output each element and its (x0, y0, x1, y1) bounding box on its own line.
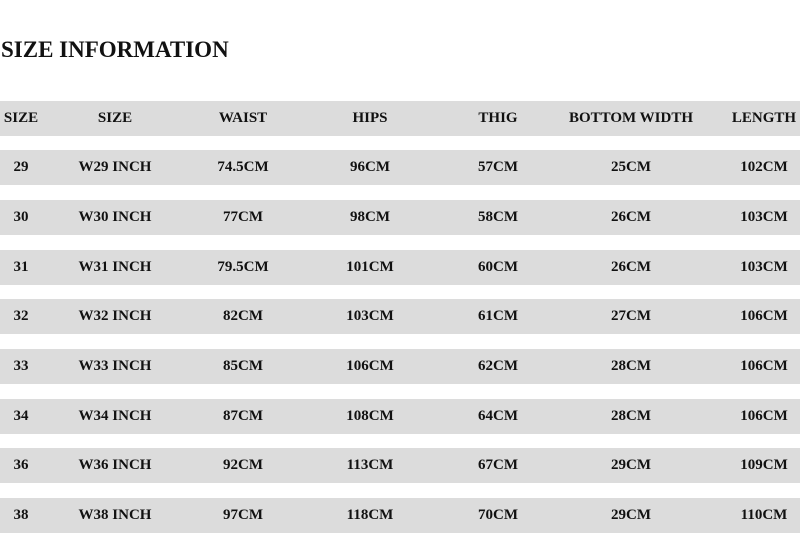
table-row (0, 399, 800, 434)
cell-thigh: 61CM (478, 308, 518, 324)
cell-waist: 79.5CM (217, 259, 269, 275)
header-waist: WAIST (218, 110, 268, 126)
header-size-number: SIZE (3, 110, 39, 126)
header-size-inch: SIZE (97, 110, 133, 126)
cell-length: 109CM (740, 457, 788, 473)
cell-size-number: 30 (13, 209, 29, 225)
cell-size-number: 29 (13, 159, 29, 175)
cell-bottom-width: 29CM (611, 507, 651, 523)
cell-thigh: 62CM (478, 358, 518, 374)
page-title: SIZE INFORMATION (1, 37, 229, 62)
cell-size-inch: W38 INCH (78, 507, 152, 523)
header-hips: HIPS (352, 110, 388, 126)
cell-length: 106CM (740, 358, 788, 374)
cell-size-inch: W36 INCH (78, 457, 152, 473)
cell-waist: 77CM (223, 209, 263, 225)
cell-thigh: 57CM (478, 159, 518, 175)
cell-size-number: 31 (13, 259, 29, 275)
table-row (0, 448, 800, 483)
cell-waist: 74.5CM (217, 159, 269, 175)
cell-thigh: 70CM (478, 507, 518, 523)
cell-hips: 96CM (350, 159, 390, 175)
header-bottom-width: BOTTOM WIDTH (568, 110, 694, 126)
header-length: LENGTH (731, 110, 797, 126)
cell-bottom-width: 26CM (611, 259, 651, 275)
cell-thigh: 67CM (478, 457, 518, 473)
cell-bottom-width: 28CM (611, 358, 651, 374)
cell-size-number: 33 (13, 358, 29, 374)
cell-size-inch: W29 INCH (78, 159, 152, 175)
cell-hips: 118CM (346, 507, 394, 523)
table-row (0, 200, 800, 235)
cell-size-inch: W34 INCH (78, 408, 152, 424)
cell-length: 110CM (740, 507, 788, 523)
cell-hips: 113CM (346, 457, 394, 473)
cell-size-number: 38 (13, 507, 29, 523)
cell-size-number: 32 (13, 308, 29, 324)
cell-waist: 87CM (223, 408, 263, 424)
cell-thigh: 58CM (478, 209, 518, 225)
cell-length: 106CM (740, 408, 788, 424)
table-header-row (0, 101, 800, 136)
cell-thigh: 64CM (478, 408, 518, 424)
cell-waist: 82CM (223, 308, 263, 324)
table-row (0, 299, 800, 334)
table-row (0, 150, 800, 185)
cell-length: 103CM (740, 259, 788, 275)
cell-size-number: 34 (13, 408, 29, 424)
cell-bottom-width: 29CM (611, 457, 651, 473)
cell-size-inch: W32 INCH (78, 308, 152, 324)
cell-waist: 92CM (223, 457, 263, 473)
cell-hips: 98CM (350, 209, 390, 225)
cell-hips: 103CM (346, 308, 394, 324)
cell-size-inch: W31 INCH (78, 259, 152, 275)
cell-thigh: 60CM (478, 259, 518, 275)
table-row (0, 349, 800, 384)
cell-length: 103CM (740, 209, 788, 225)
cell-waist: 85CM (223, 358, 263, 374)
header-thigh: THIG (478, 110, 518, 126)
cell-hips: 108CM (346, 408, 394, 424)
cell-size-inch: W30 INCH (78, 209, 152, 225)
cell-length: 102CM (740, 159, 788, 175)
cell-size-number: 36 (13, 457, 29, 473)
cell-bottom-width: 28CM (611, 408, 651, 424)
cell-hips: 106CM (346, 358, 394, 374)
table-row (0, 250, 800, 285)
cell-bottom-width: 27CM (611, 308, 651, 324)
cell-size-inch: W33 INCH (78, 358, 152, 374)
table-row (0, 498, 800, 533)
cell-waist: 97CM (223, 507, 263, 523)
cell-length: 106CM (740, 308, 788, 324)
cell-bottom-width: 25CM (611, 159, 651, 175)
cell-bottom-width: 26CM (611, 209, 651, 225)
cell-hips: 101CM (346, 259, 394, 275)
